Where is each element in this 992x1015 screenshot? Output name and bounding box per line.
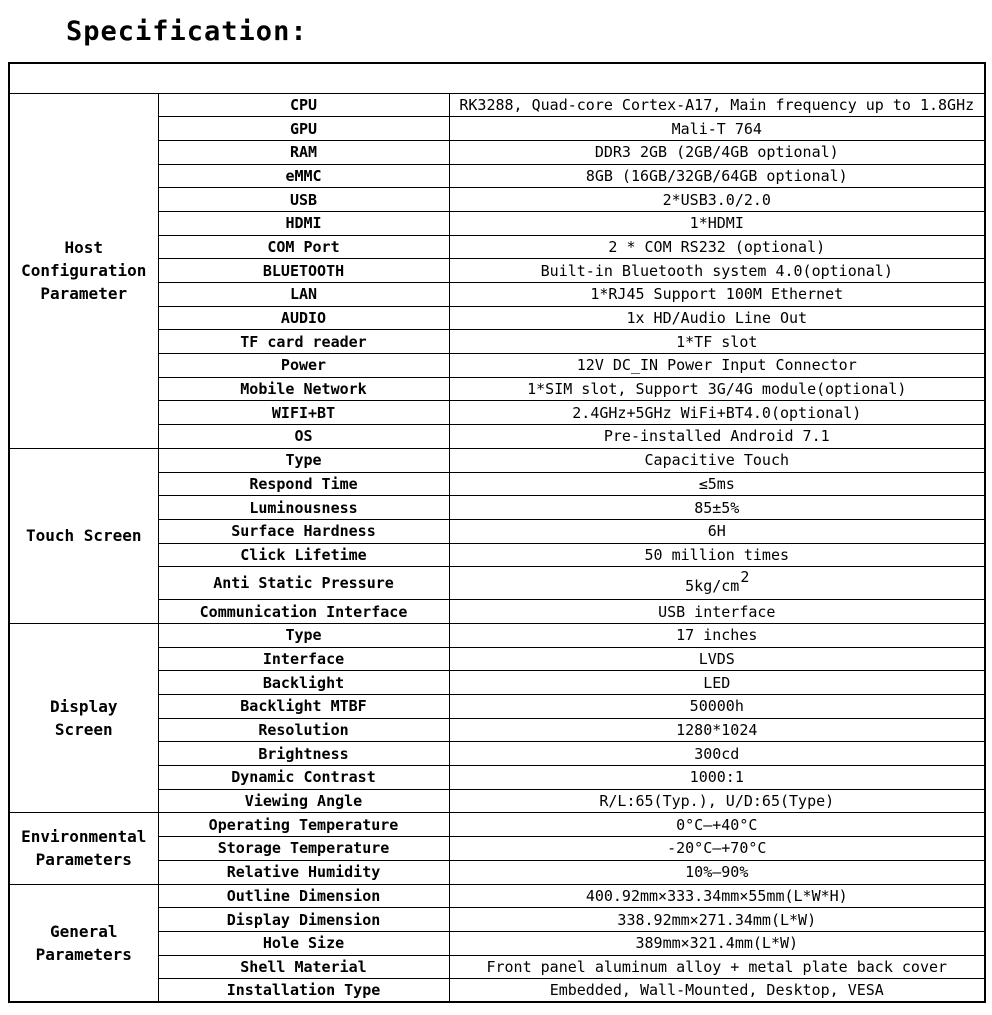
- spec-row: [9, 93, 985, 117]
- param-cell: Brightness: [158, 742, 449, 766]
- value-cell: 1280*1024: [449, 718, 985, 742]
- category-cell-environmental: Environmental Parameters: [9, 813, 158, 884]
- value-cell: Front panel aluminum alloy + metal plate back cover: [449, 955, 985, 979]
- param-cell: Communication Interface: [158, 600, 449, 624]
- param-cell: OS: [158, 425, 449, 449]
- category-cell-display-screen: Display Screen: [9, 623, 158, 813]
- value-cell: 8GB (16GB/32GB/64GB optional): [449, 164, 985, 188]
- value-cell: 12V DC_IN Power Input Connector: [449, 354, 985, 378]
- value-cell: [449, 567, 985, 600]
- value-cell: 1*RJ45 Support 100M Ethernet: [449, 283, 985, 307]
- param-cell: Click Lifetime: [158, 543, 449, 567]
- value-cell: 1*TF slot: [449, 330, 985, 354]
- value-cell: 2.4GHz+5GHz WiFi+BT4.0(optional): [449, 401, 985, 425]
- param-cell: Relative Humidity: [158, 860, 449, 884]
- value-cell: 300cd: [449, 742, 985, 766]
- param-cell: HDMI: [158, 211, 449, 235]
- value-cell: RK3288, Quad-core Cortex-A17, Main frequency up to 1.8GHz: [449, 93, 985, 117]
- value-cell: Built-in Bluetooth system 4.0(optional): [449, 259, 985, 283]
- param-cell: Surface Hardness: [158, 519, 449, 543]
- value-text: 5kg/cm: [685, 577, 740, 596]
- category-cell-host-configuration: Host Configuration Parameter: [9, 93, 158, 448]
- param-cell: Backlight: [158, 671, 449, 695]
- param-cell: Installation Type: [158, 979, 449, 1003]
- empty-header-cell: [9, 63, 985, 93]
- spec-row: [9, 448, 985, 472]
- value-cell: 389mm×321.4mm(L*W): [449, 931, 985, 955]
- page-title: Specification:: [66, 16, 308, 47]
- spec-row: [9, 813, 985, 837]
- param-cell: Type: [158, 623, 449, 647]
- param-cell: LAN: [158, 283, 449, 307]
- value-cell: 0°C—+40°C: [449, 813, 985, 837]
- value-cell: 400.92mm×333.34mm×55mm(L*W*H): [449, 884, 985, 908]
- param-cell: Dynamic Contrast: [158, 766, 449, 790]
- value-cell: Mali-T 764: [449, 117, 985, 141]
- specification-table: [8, 62, 986, 1003]
- value-cell: LED: [449, 671, 985, 695]
- value-cell: Pre-installed Android 7.1: [449, 425, 985, 449]
- param-cell: TF card reader: [158, 330, 449, 354]
- spec-row: [9, 623, 985, 647]
- param-cell: Respond Time: [158, 472, 449, 496]
- value-superscript: 2: [740, 568, 750, 587]
- value-cell: DDR3 2GB (2GB/4GB optional): [449, 140, 985, 164]
- param-cell: Luminousness: [158, 496, 449, 520]
- value-cell: 1*HDMI: [449, 211, 985, 235]
- param-cell: Power: [158, 354, 449, 378]
- param-cell: AUDIO: [158, 306, 449, 330]
- param-cell: GPU: [158, 117, 449, 141]
- value-cell: 6H: [449, 519, 985, 543]
- value-cell: 85±5%: [449, 496, 985, 520]
- value-cell: Capacitive Touch: [449, 448, 985, 472]
- value-cell: ≤5ms: [449, 472, 985, 496]
- table-header-empty-row: [9, 63, 985, 93]
- param-cell: Viewing Angle: [158, 789, 449, 813]
- value-cell: 1*SIM slot, Support 3G/4G module(optional): [449, 377, 985, 401]
- value-cell: 338.92mm×271.34mm(L*W): [449, 908, 985, 932]
- spec-row: [9, 884, 985, 908]
- value-cell: 10%—90%: [449, 860, 985, 884]
- param-cell: Storage Temperature: [158, 837, 449, 861]
- param-cell: Display Dimension: [158, 908, 449, 932]
- value-cell: 17 inches: [449, 623, 985, 647]
- param-cell: Shell Material: [158, 955, 449, 979]
- value-cell: R/L:65(Typ.), U/D:65(Type): [449, 789, 985, 813]
- param-cell: Operating Temperature: [158, 813, 449, 837]
- param-cell: eMMC: [158, 164, 449, 188]
- value-cell: 1x HD/Audio Line Out: [449, 306, 985, 330]
- value-cell: 50000h: [449, 695, 985, 719]
- value-cell: Embedded, Wall-Mounted, Desktop, VESA: [449, 979, 985, 1003]
- value-cell: LVDS: [449, 647, 985, 671]
- param-cell: RAM: [158, 140, 449, 164]
- category-cell-general: General Parameters: [9, 884, 158, 1002]
- param-cell: Resolution: [158, 718, 449, 742]
- value-cell: 2*USB3.0/2.0: [449, 188, 985, 212]
- param-cell: Backlight MTBF: [158, 695, 449, 719]
- param-cell: Outline Dimension: [158, 884, 449, 908]
- param-cell: Type: [158, 448, 449, 472]
- value-cell: 2 * COM RS232 (optional): [449, 235, 985, 259]
- value-cell: USB interface: [449, 600, 985, 624]
- param-cell: BLUETOOTH: [158, 259, 449, 283]
- value-cell: 50 million times: [449, 543, 985, 567]
- param-cell: Anti Static Pressure: [158, 567, 449, 600]
- param-cell: WIFI+BT: [158, 401, 449, 425]
- param-cell: USB: [158, 188, 449, 212]
- category-cell-touch-screen: Touch Screen: [9, 448, 158, 623]
- value-cell: 1000:1: [449, 766, 985, 790]
- param-cell: Mobile Network: [158, 377, 449, 401]
- param-cell: Interface: [158, 647, 449, 671]
- param-cell: CPU: [158, 93, 449, 117]
- param-cell: COM Port: [158, 235, 449, 259]
- param-cell: Hole Size: [158, 931, 449, 955]
- value-cell: -20°C—+70°C: [449, 837, 985, 861]
